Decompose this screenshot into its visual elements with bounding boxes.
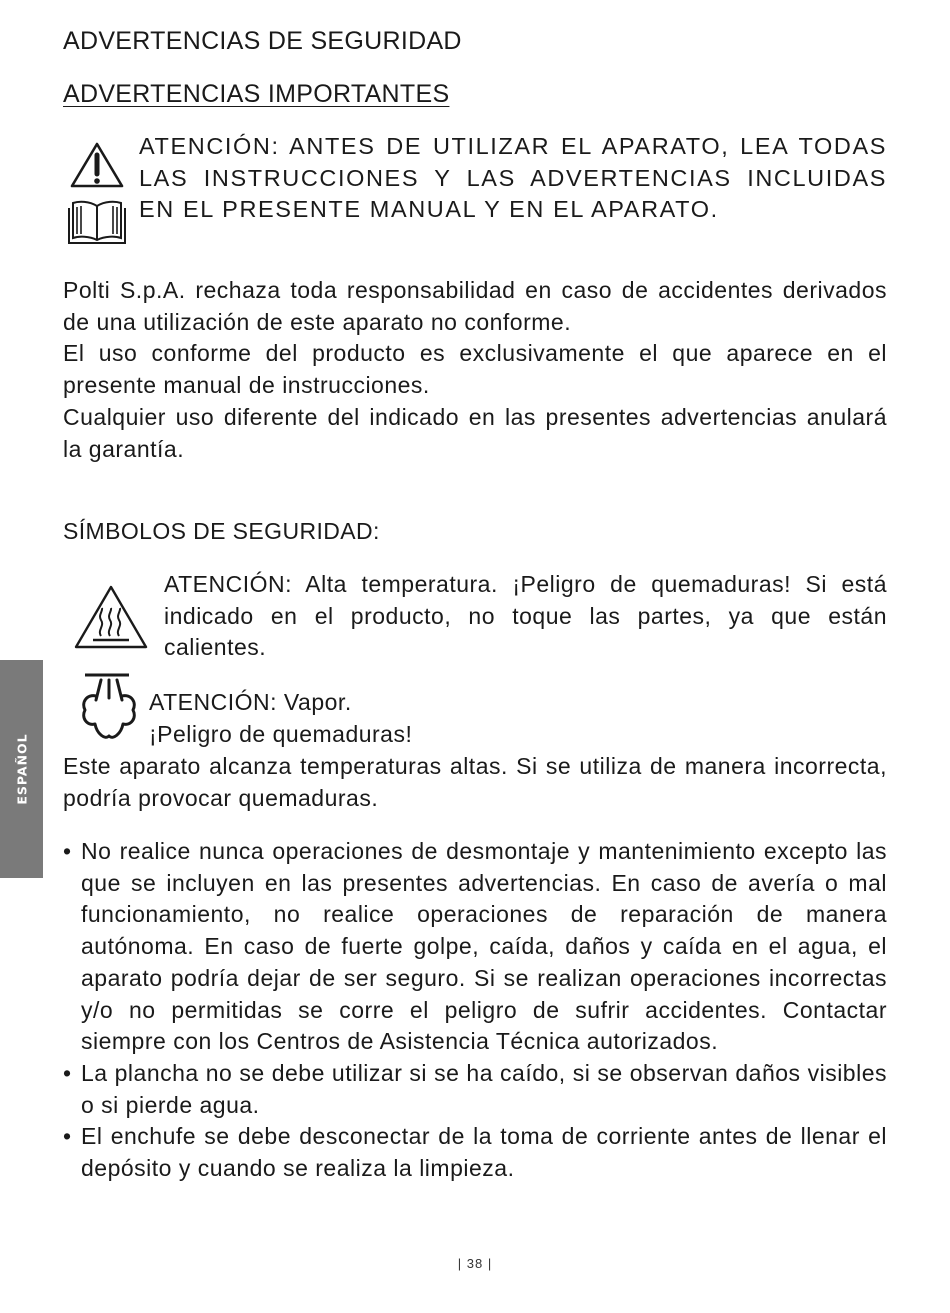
- section-title: ADVERTENCIAS DE SEGURIDAD: [63, 27, 462, 55]
- bullet-marker: •: [63, 838, 72, 864]
- language-label: ESPAÑOL: [14, 733, 29, 805]
- section-subtitle: ADVERTENCIAS IMPORTANTES: [63, 80, 450, 108]
- steam-paragraph: Este aparato alcanza temperaturas altas. Si se utiliza de manera incorrecta, podría provocar quemaduras.: [63, 753, 887, 811]
- manual-book-icon: [67, 198, 127, 246]
- language-side-tab: [0, 660, 43, 878]
- page-number: | 38 |: [457, 1256, 493, 1271]
- list-item: [63, 836, 887, 1058]
- warning-triangle-icon: [69, 141, 125, 189]
- paragraph-intended-use: El uso conforme del producto es exclusivamente el que aparece en el presente manual de instrucciones.: [63, 340, 887, 399]
- hot-surface-icon: [73, 584, 149, 650]
- bullet-text: El enchufe se debe desconectar de la toma de corriente antes de llenar el depósito y cuando se realiza la limpieza.: [81, 1123, 887, 1182]
- steam-warning-line-2: ¡Peligro de quemaduras!: [149, 720, 413, 747]
- bullet-text: La plancha no se debe utilizar si se ha caído, si se observan daños visibles o si pierde agua.: [81, 1059, 887, 1118]
- hot-surface-warning-text: ATENCIÓN: Alta temperatura. ¡Peligro de quemaduras! Si está indicado en el producto, no toque las partes, ya que están calientes.: [164, 571, 887, 661]
- bullet-marker: •: [63, 1123, 72, 1150]
- list-item: [63, 1121, 887, 1184]
- warning-block-text: ATENCIÓN: ANTES DE UTILIZAR EL APARATO, LEA TODAS LAS INSTRUCCIONES Y LAS ADVERTENCIAS INCLUIDAS EN EL PRESENTE MANUAL Y EN EL APARATO.: [139, 133, 887, 223]
- intro-paragraphs: [63, 275, 887, 465]
- steam-warning-line-1: ATENCIÓN: Vapor.: [149, 689, 352, 715]
- symbols-title: SÍMBOLOS DE SEGURIDAD:: [63, 518, 380, 544]
- bullet-marker: •: [63, 1059, 72, 1086]
- paragraph-warranty: Cualquier uso diferente del indicado en las presentes advertencias anulará la garantía.: [63, 403, 887, 462]
- steam-icon: [79, 672, 139, 744]
- list-item: [63, 1058, 887, 1121]
- paragraph-responsibility: Polti S.p.A. rechaza toda responsabilidad en caso de accidentes derivados de una utilización de este aparato no conforme.: [63, 277, 887, 335]
- bullet-text: No realice nunca operaciones de desmontaje y mantenimiento excepto las que se incluyen en las presentes advertencias. En caso de avería o mal funcionamiento, no realice operaciones de reparación de manera autónoma. En caso de fuerte golpe, caída, daños y caída en el agua, el aparato podría dejar de ser seguro. Si se realizan operaciones incorrectas y/o no permitidas se corre el peligro de sufrir accidentes. Contactar siempre con los Centros de Asistencia Técnica autorizados.: [81, 838, 887, 1055]
- safety-bullet-list: [63, 836, 887, 1185]
- steam-warning-text: [149, 687, 887, 750]
